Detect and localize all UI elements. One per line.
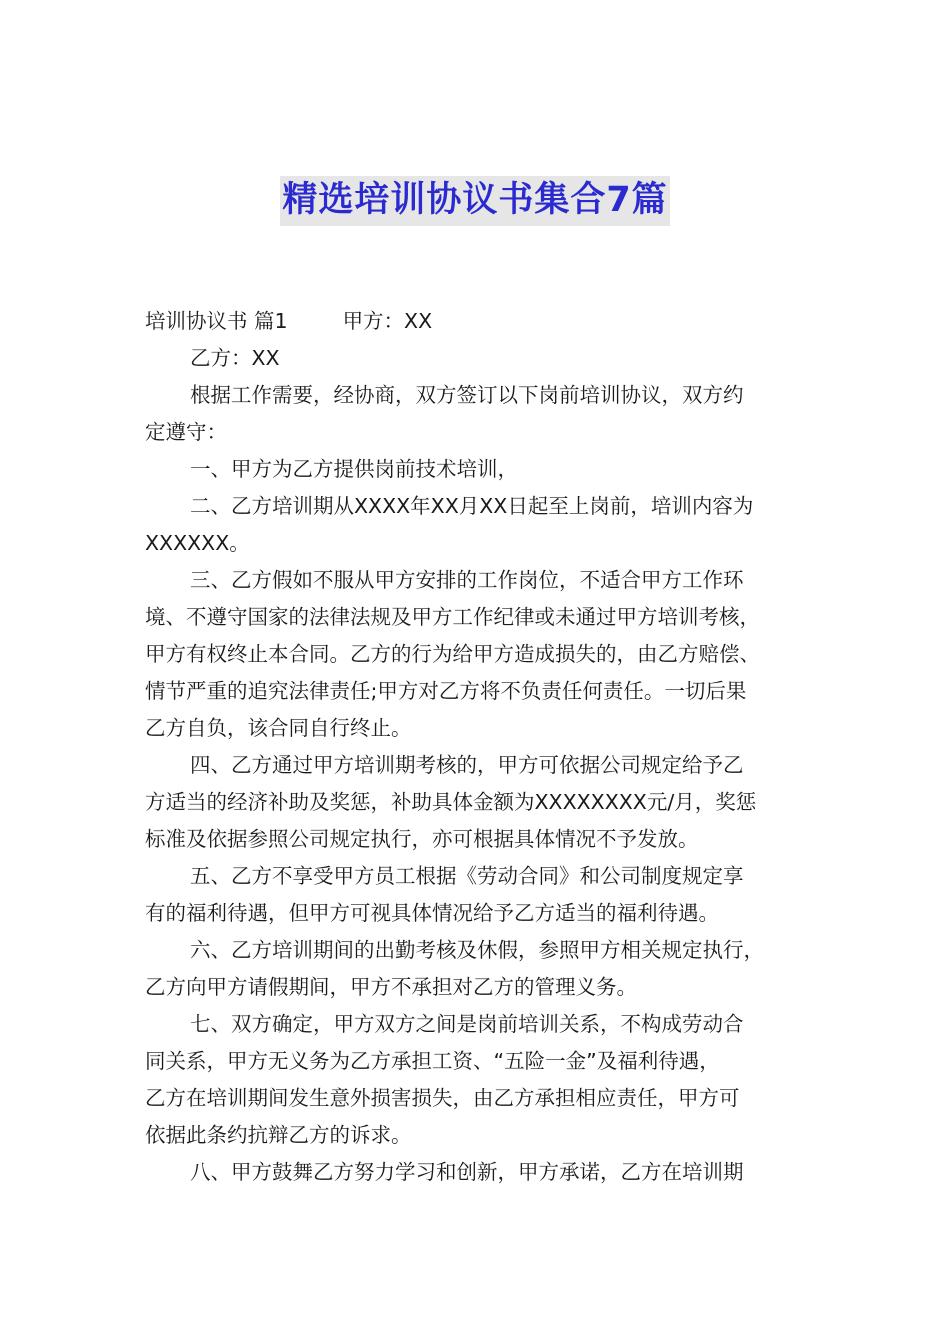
paragraph-line: 乙方向甲方请假期间，甲方不承担对乙方的管理义务。 <box>145 975 637 999</box>
document-body <box>145 303 817 1191</box>
paragraph-line: 标准及依据参照公司规定执行，亦可根据具体情况不予发放。 <box>145 827 699 851</box>
heading-line <box>145 303 817 340</box>
heading-label: 培训协议书 篇1 <box>145 309 288 333</box>
paragraph-line: 同关系，甲方无义务为乙方承担工资、“五险一金”及福利待遇， <box>145 1049 720 1073</box>
paragraph <box>145 1154 817 1191</box>
paragraph <box>145 451 817 488</box>
paragraph <box>145 1006 817 1154</box>
paragraph <box>145 562 817 747</box>
paragraph-line: 有的福利待遇，但甲方可视具体情况给予乙方适当的福利待遇。 <box>145 901 719 925</box>
paragraph-line: 境、不遵守国家的法律法规及甲方工作纪律或未通过甲方培训考核， <box>145 605 760 629</box>
paragraph-line: 八、甲方鼓舞乙方努力学习和创新，甲方承诺，乙方在培训期 <box>190 1160 744 1184</box>
paragraph-line: 六、乙方培训期间的出勤考核及休假，参照甲方相关规定执行， <box>190 938 764 962</box>
paragraph-line: 依据此条约抗辩乙方的诉求。 <box>145 1123 412 1147</box>
paragraph <box>145 377 817 451</box>
paragraph-line: 四、乙方通过甲方培训期考核的，甲方可依据公司规定给予乙 <box>190 753 744 777</box>
party-b-line <box>145 340 817 377</box>
paragraph-line: 五、乙方不享受甲方员工根据《劳动合同》和公司制度规定享 <box>190 864 744 888</box>
paragraph-line: 定遵守： <box>145 420 227 444</box>
paragraph-line: 根据工作需要，经协商，双方签订以下岗前培训协议，双方约 <box>190 383 744 407</box>
paragraph-line: 方适当的经济补助及奖惩，补助具体金额为XXXXXXXX元/月，奖惩 <box>145 790 757 814</box>
paragraph-line: 乙方自负，该合同自行终止。 <box>145 716 412 740</box>
paragraph-line: 乙方在培训期间发生意外损害损失，由乙方承担相应责任，甲方可 <box>145 1086 740 1110</box>
paragraphs <box>145 377 817 1191</box>
paragraph-line: 情节严重的追究法律责任;甲方对乙方将不负责任何责任。一切后果 <box>145 679 747 703</box>
paragraph-line: 三、乙方假如不服从甲方安排的工作岗位，不适合甲方工作环 <box>190 568 744 592</box>
paragraph-line: 七、双方确定，甲方双方之间是岗前培训关系，不构成劳动合 <box>190 1012 744 1036</box>
paragraph <box>145 858 817 932</box>
paragraph <box>145 747 817 858</box>
document-title: 精选培训协议书集合7篇 <box>280 176 669 226</box>
paragraph-line: XXXXXX。 <box>145 531 250 555</box>
party-a: 甲方：XX <box>342 309 433 333</box>
title-container <box>0 176 950 226</box>
paragraph-line: 二、乙方培训期从XXXX年XX月XX日起至上岗前，培训内容为 <box>190 494 754 518</box>
paragraph-line: 甲方有权终止本合同。乙方的行为给甲方造成损失的，由乙方赔偿、 <box>145 642 760 666</box>
paragraph <box>145 932 817 1006</box>
paragraph-line: 一、甲方为乙方提供岗前技术培训， <box>190 457 518 481</box>
paragraph <box>145 488 817 562</box>
party-b: 乙方：XX <box>190 346 280 370</box>
